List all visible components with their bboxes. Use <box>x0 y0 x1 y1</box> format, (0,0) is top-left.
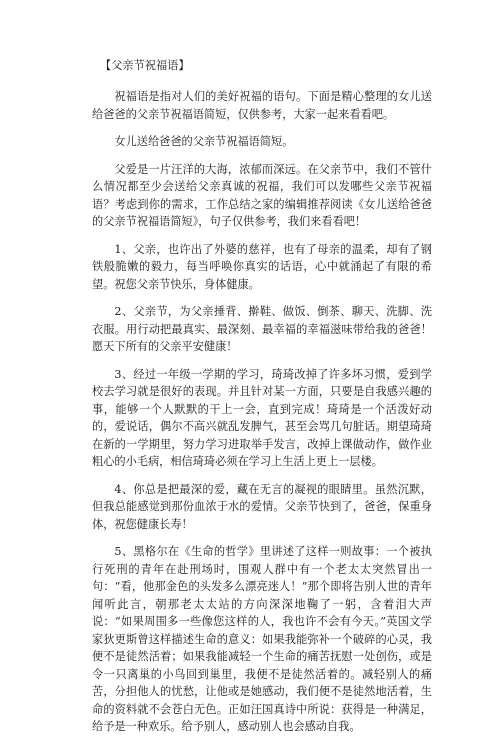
intro-paragraph: 祝福语是指对人们的美好祝福的语句。下面是精心整理的女儿送给爸爸的父亲节祝福语简短，仅供参考，大家一起来看看吧。 <box>92 90 432 121</box>
body-paragraph: 父爱是一片汪洋的大海，浓郁而深远。在父亲节中，我们不管什么情况都至少会送给父亲真诚的祝福，我们可以发哪些父亲节祝福语？考虑到你的需求，工作总结之家的编辑推荐阅读《女儿送给爸爸的父亲节祝福语简短》，句子仅供参考，我们来看看吧！ <box>92 162 432 228</box>
wish-paragraph-2: 2、父亲节，为父亲捶背、擀鞋、做饭、倒茶、聊天、洗脚、洗衣服。用行动把最真实、最深刻、最幸福的幸福滋味带给我的爸爸！愿天下所有的父亲平安健康！ <box>92 305 432 353</box>
wish-paragraph-3: 3、经过一年级一学期的学习，琦琦改掉了许多坏习惯，爱到学校去学习就是很好的表现。并且针对某一方面，只要是自我感兴趣的事，能够一个人默默的干上一会，直到完成！琦琦是一个活泼好动的，爱说话，偶尔不高兴就乱发脾气，甚至会骂几句脏话。期望琦琦在新的一学期里，努力学习进取举手发言，改掉上课做动作，做作业粗心的小毛病，相信琦琦必须在学习上生活上更上一层楼。 <box>92 367 432 468</box>
wish-paragraph-4: 4、你总是把最深的爱，藏在无言的凝视的眼睛里。虽然沉默，但我总能感觉到那份血浓于水的爱情。父亲节快到了，爸爸，保重身体，祝您健康长寿！ <box>92 482 432 531</box>
wish-paragraph-5: 5、黑格尔在《生命的哲学》里讲述了这样一则故事：一个被执行死刑的青年在赴刑场时，围观人群中有一个老太太突然冒出一句：“看，他那金色的头发多么漂亮迷人！”那个即将告别人世的青年闻听此言，朝那老太太站的方向深深地鞠了一躬，含着泪大声说：“如果周围多一些像您这样的人，我也许不会有今天。”英国文学家狄更斯曾这样描述生命的意义：如果我能弥补一个破碎的心灵，我便不是徒然活着；如果我能减轻一个生命的痛苦抚慰一处创伤，或是令一只离巢的小鸟回到巢里，我便不是徒然活着的。减轻别人的痛苦，分担他人的忧愁，让他或是她感动，我们便不是徒然地活着，生命的资料就不会苍白无色。正如汪国真诗中所说：获得是一种满足，给予是一种欢乐。给予别人，感动别人也会感动自我。 <box>92 545 432 733</box>
document-title: 【父亲节祝福语】 <box>100 59 190 72</box>
wish-paragraph-1: 1、父亲，也许出了外婆的慈祥，也有了母亲的温柔，却有了钢铁般脆嫩的毅力，每当呼唤你真实的话语，心中就涌起了有限的希望。祝您父亲节快乐，身体健康。 <box>92 242 432 291</box>
subtitle-paragraph: 女儿送给爸爸的父亲节祝福语简短。 <box>114 135 294 148</box>
